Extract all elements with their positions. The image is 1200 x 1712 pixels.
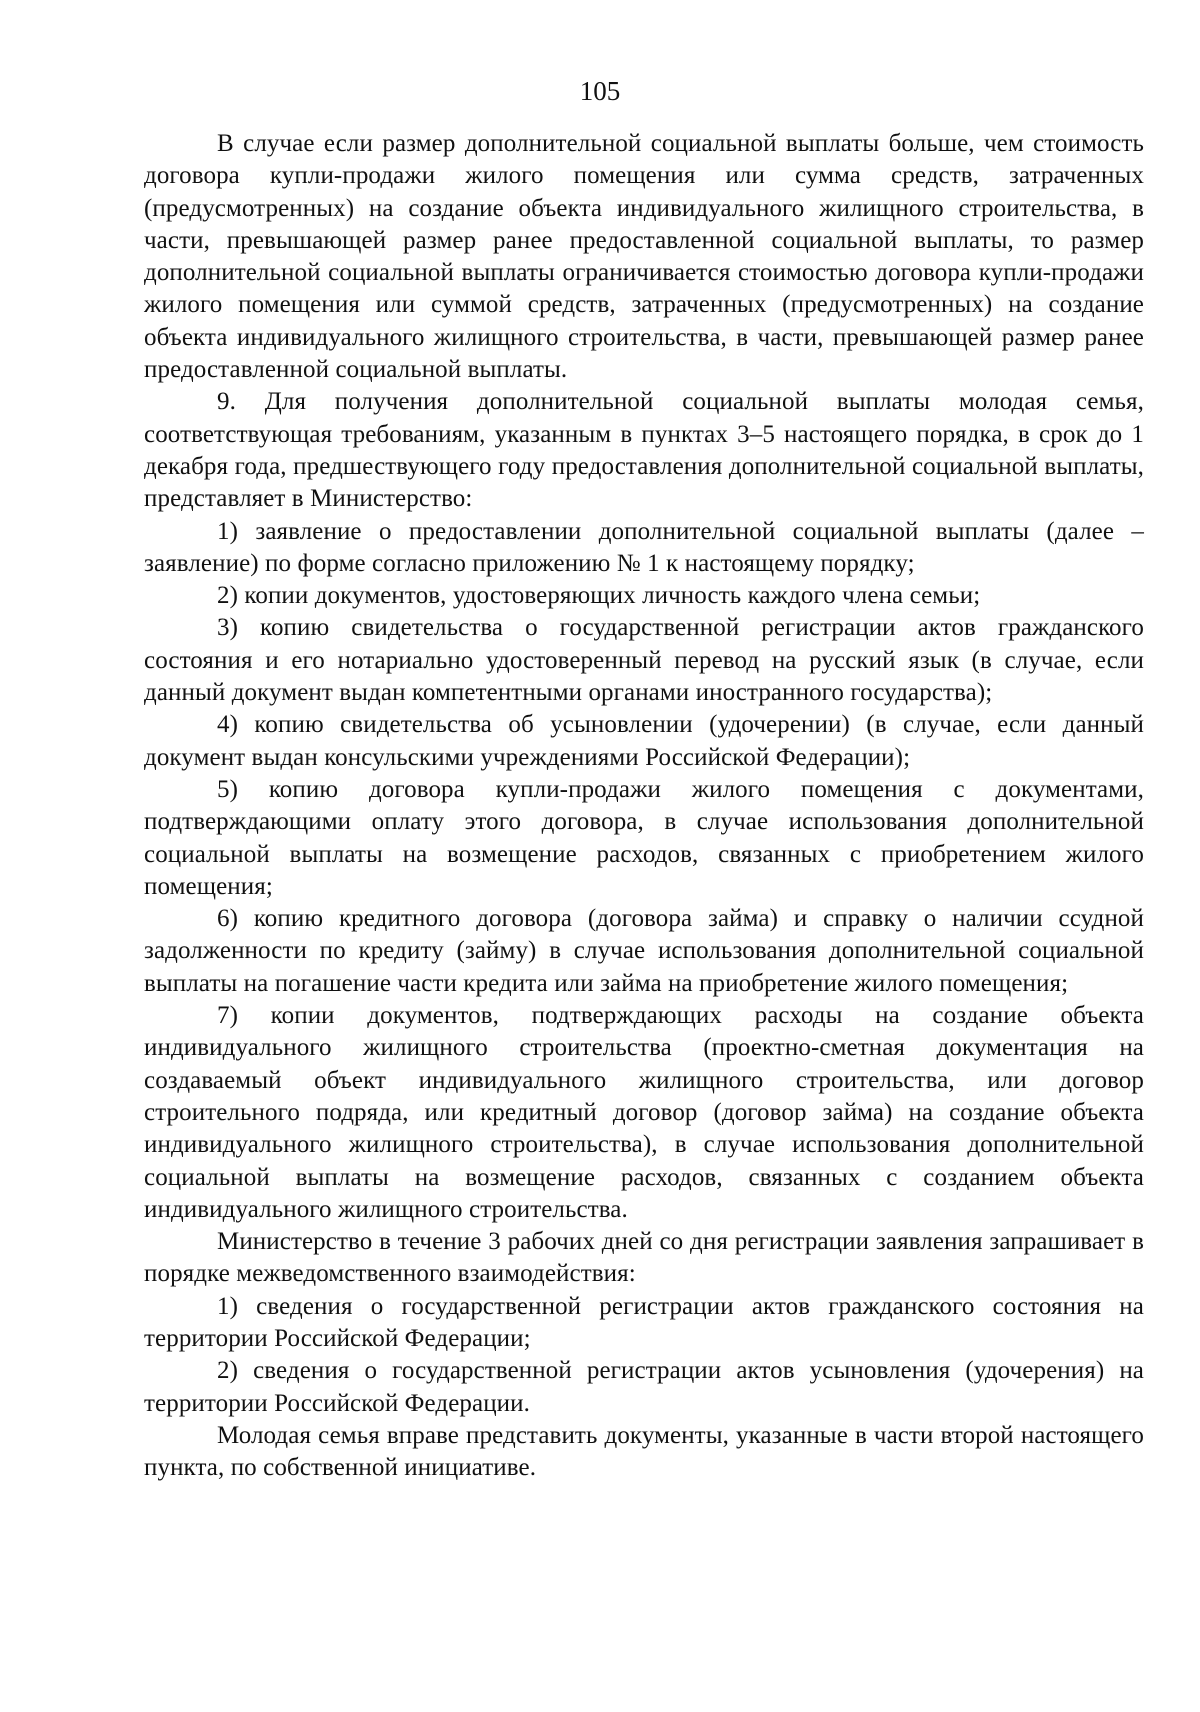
paragraph-ministry-request: Министерство в течение 3 рабочих дней со дня регистрации заявления запрашивает в порядке межведомственного взаимодействия: <box>144 1228 1144 1288</box>
request-item-1-civil-status: 1) сведения о государственной регистрации актов гражданского состояния на территории Российской Федерации; <box>144 1292 1144 1352</box>
list-item-3-civil-status-certificate: 3) копию свидетельства о государственной регистрации актов гражданского состояния и его нотариально удостоверенный перевод на русский язык (в случае, если данный документ выдан компетентными органами иностранного государства); <box>144 614 1144 707</box>
paragraph-item-9-intro: 9. Для получения дополнительной социальной выплаты молодая семья, соответствующая требованиям, указанным в пунктах 3–5 настоящего порядка, в срок до 1 декабря года, предшествующего году предоставления дополнительной социальной выплаты, представляет в Министерство: <box>144 388 1144 513</box>
paragraph-own-initiative: Молодая семья вправе представить документы, указанные в части второй настоящего пункта, по собственной инициативе. <box>144 1421 1144 1482</box>
list-item-6-loan-agreement: 6) копию кредитного договора (договора займа) и справку о наличии ссудной задолженности по кредиту (займу) в случае использования дополнительной социальной выплаты на погашение части кредита или займа на приобретение жилого помещения; <box>144 905 1144 997</box>
list-item-2-identity-documents: 2) копии документов, удостоверяющих личность каждого члена семьи; <box>217 582 981 610</box>
request-item-2-adoption: 2) сведения о государственной регистрации актов усыновления (удочерения) на территории Российской Федерации. <box>144 1357 1144 1417</box>
list-item-7-construction-documents: 7) копии документов, подтверждающих расходы на создание объекта индивидуального жилищного строительства (проектно-сметная документация на создаваемый объект индивидуального жилищного строительства, или договор строительного подряда, или кредитный договор (договор займа) на создание объекта индивидуального жилищного строительства), в случае использования дополнительной социальной выплаты на возмещение расходов, связанных с созданием объекта индивидуального жилищного строительства. <box>144 1002 1144 1223</box>
page-number: 105 <box>579 76 621 106</box>
list-item-1-application: 1) заявление о предоставлении дополнительной социальной выплаты (далее – заявление) по форме согласно приложению № 1 к настоящему порядку; <box>144 517 1144 577</box>
document-body <box>144 128 1144 1484</box>
list-item-5-purchase-contract: 5) копию договора купли-продажи жилого помещения с документами, подтверждающими оплату этого договора, в случае использования дополнительной социальной выплаты на возмещение расходов, связанных с приобретением жилого помещения; <box>144 775 1144 900</box>
list-item-4-adoption-certificate: 4) копию свидетельства об усыновлении (удочерении) (в случае, если данный документ выдан консульскими учреждениями Российской Федерации); <box>144 711 1144 771</box>
paragraph-additional-payment-limit: В случае если размер дополнительной социальной выплаты больше, чем стоимость договора купли-продажи жилого помещения или сумма средств, затраченных (предусмотренных) на создание объекта индивидуального жилищного строительства, в части, превышающей размер ранее предоставленной социальной выплаты, то размер дополнительной социальной выплаты ограничивается стоимостью договора купли-продажи жилого помещения или суммой средств, затраченных (предусмотренных) на создание объекта индивидуального жилищного строительства, в части, превышающей размер ранее предоставленной социальной выплаты. <box>144 130 1144 384</box>
